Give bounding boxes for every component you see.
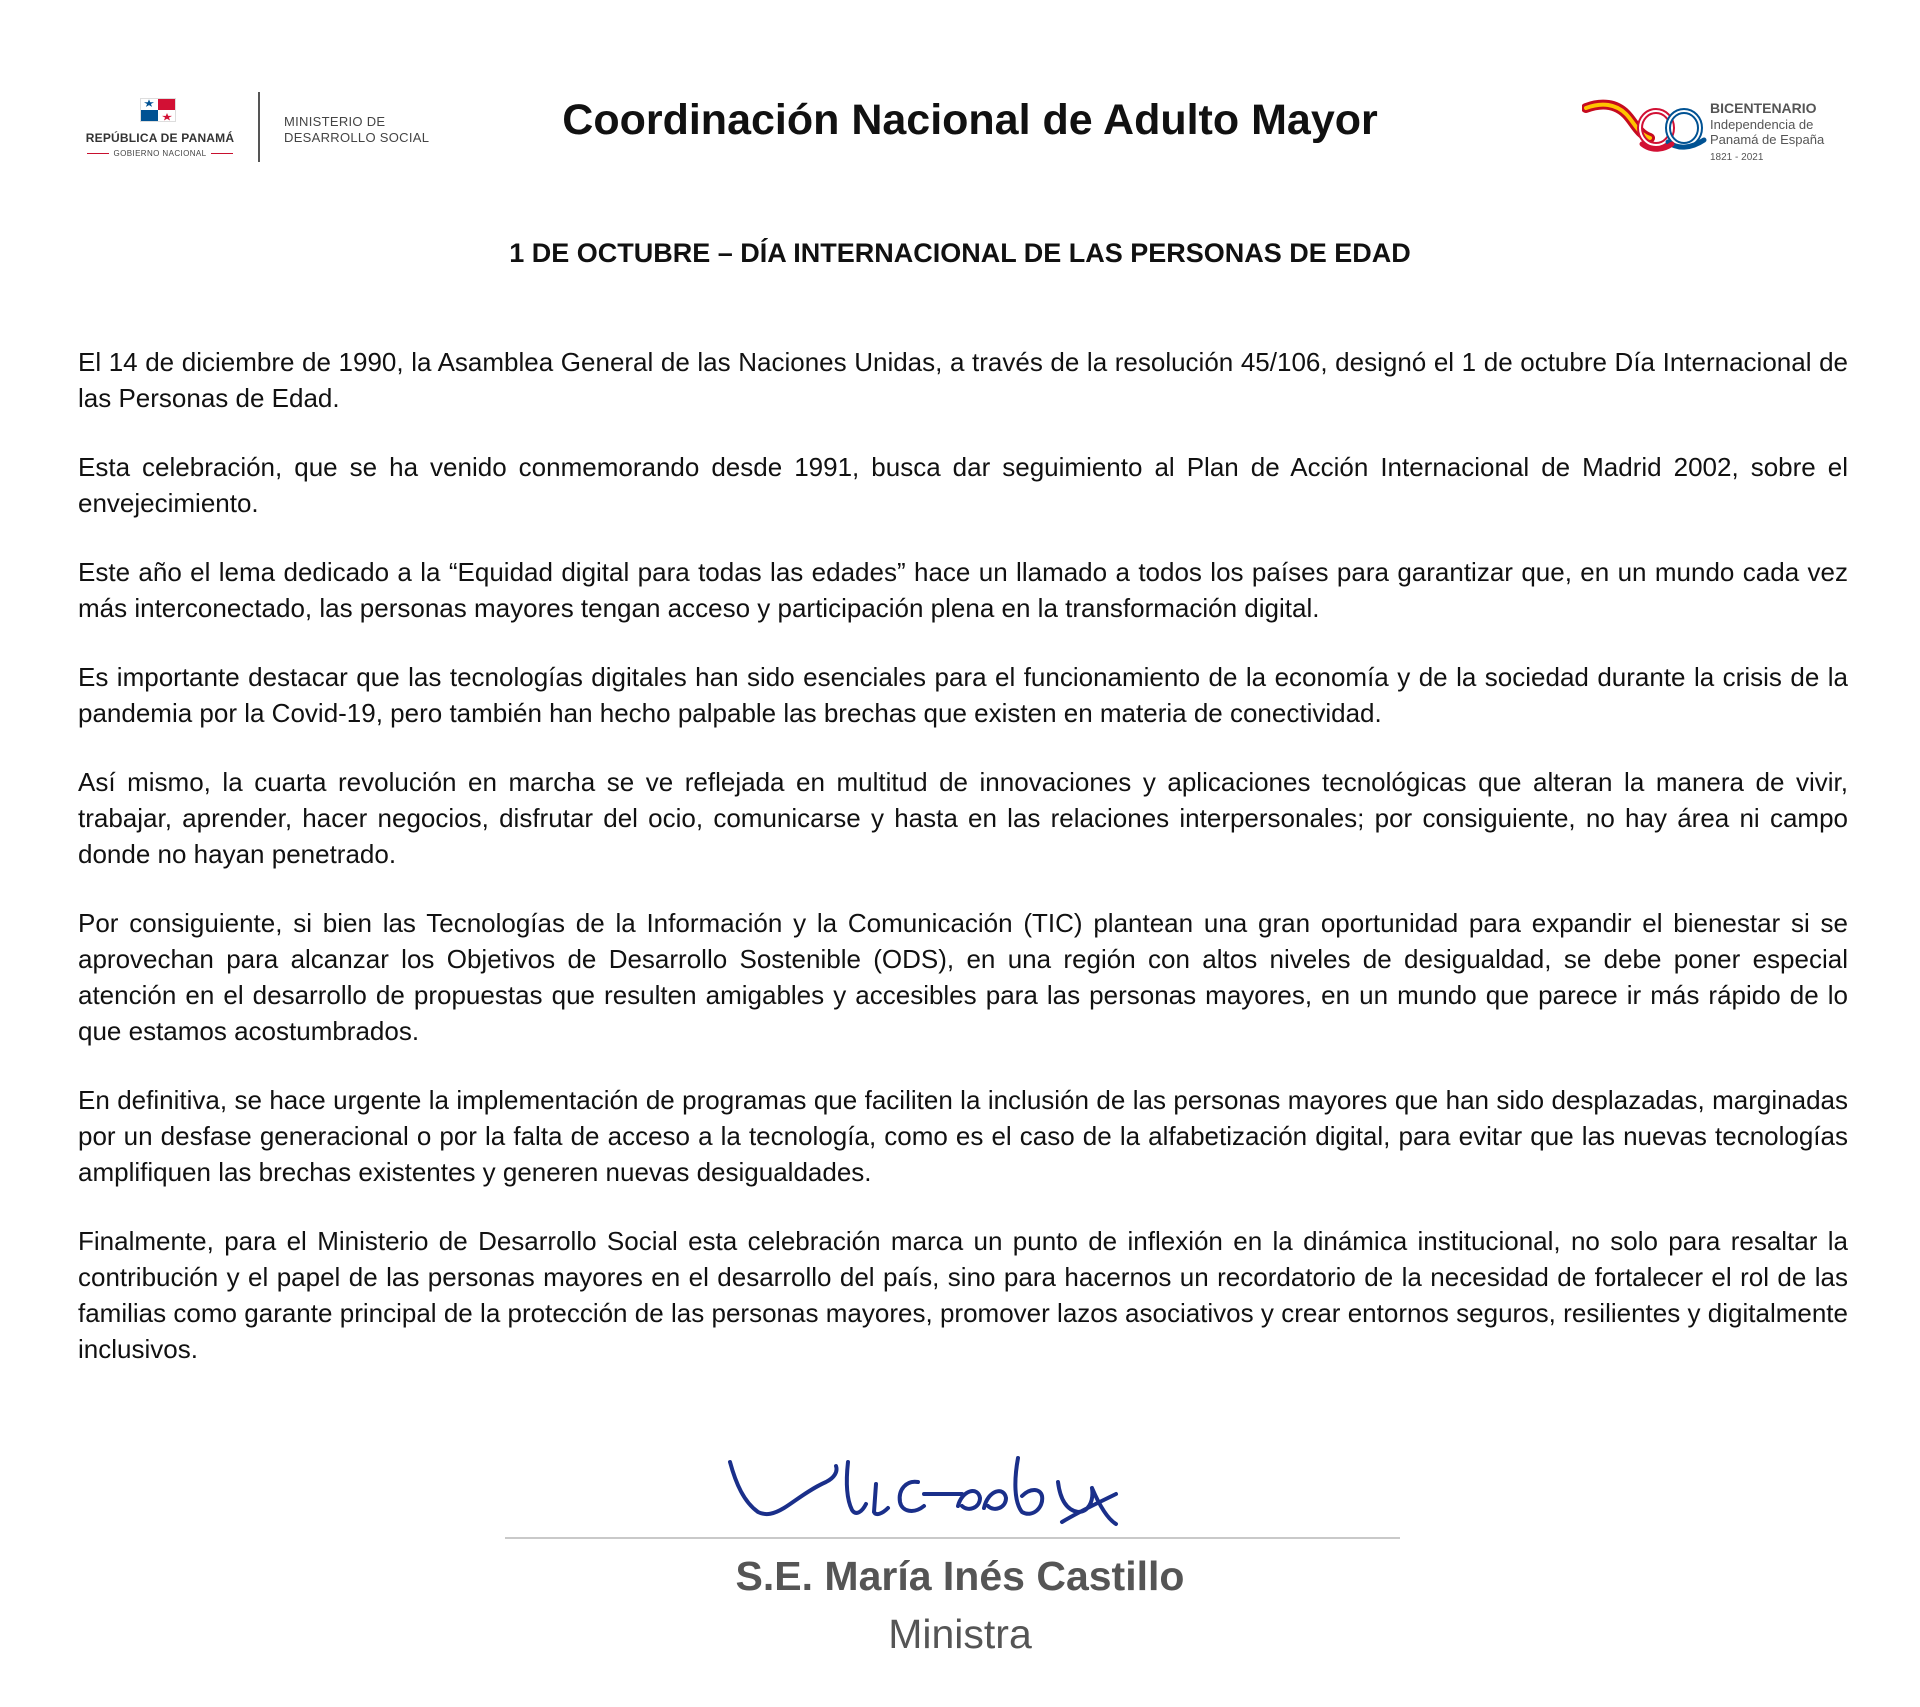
bicentenario-years: 1821 - 2021 [1710,152,1764,163]
paragraph: Este año el lema dedicado a la “Equidad digital para todas las edades” hace un llamado a todos los países para garantizar que, en un mundo cada vez más interconectado, las personas mayores tengan acceso y participación plena en la transformación digital. [78,557,1848,623]
ministry-line2: DESARROLLO SOCIAL [284,130,430,145]
ministry-logo [284,114,464,146]
document-body [78,344,1848,1400]
bicentenario-title: BICENTENARIO [1710,100,1817,116]
signer-role: Ministra [888,1611,1032,1657]
letterhead [0,0,1920,200]
bicentenario-ribbon-icon [1582,98,1710,158]
government-logo [78,98,242,160]
signer-name: S.E. María Inés Castillo [735,1553,1185,1599]
ministry-line1: MINISTERIO DE [284,114,386,129]
document-heading: 1 DE OCTUBRE – DÍA INTERNACIONAL DE LAS PERSONAS DE EDAD [509,238,1411,268]
handwritten-signature [722,1432,1192,1532]
gov-country-label: REPÚBLICA DE PANAMÁ [85,131,235,145]
paragraph: El 14 de diciembre de 1990, la Asamblea General de las Naciones Unidas, a través de la resolución 45/106, designó el 1 de octubre Día Internacional de las Personas de Edad. [78,347,1848,413]
panama-flag-icon [140,98,176,122]
paragraph: Finalmente, para el Ministerio de Desarrollo Social esta celebración marca un punto de inflexión en la dinámica institucional, no solo para resaltar la contribución y el papel de las personas mayores en el desarrollo del país, sino para hacernos un recordatorio de la necesidad de fortalecer el rol de las familias como garante principal de la protección de las personas mayores, promover lazos asociativos y crear entornos seguros, resilientes y digitalmente inclusivos. [78,1226,1848,1364]
bicentenario-logo [1582,96,1862,168]
paragraph: Es importante destacar que las tecnologías digitales han sido esenciales para el funcionamiento de la economía y de la sociedad durante la crisis de la pandemia por la Covid-19, pero también han hecho palpable las brechas que existen en materia de conectividad. [78,662,1848,728]
header-divider [258,92,260,162]
paragraph: Esta celebración, que se ha venido conmemorando desde 1991, busca dar seguimiento al Plan de Acción Internacional de Madrid 2002, sobre el envejecimiento. [78,452,1848,518]
bicentenario-line1: Independencia de [1710,117,1814,132]
signature-line [505,1537,1400,1539]
paragraph: En definitiva, se hace urgente la implementación de programas que faciliten la inclusión de las personas mayores que han sido desplazadas, marginadas por un desfase generacional o por la falta de acceso a la tecnología, como es el caso de la alfabetización digital, para evitar que las nuevas tecnologías amplifiquen las brechas existentes y generen nuevas desigualdades. [78,1085,1848,1187]
paragraph: Así mismo, la cuarta revolución en marcha se ve reflejada en multitud de innovaciones y aplicaciones tecnológicas que alteran la manera de vivir, trabajar, aprender, hacer negocios, disfrutar del ocio, comunicarse y hasta en las relaciones interpersonales; por consiguiente, no hay área ni campo donde no hayan penetrado. [78,767,1848,869]
bicentenario-line2: Panamá de España [1710,132,1825,147]
gov-government-label: GOBIERNO NACIONAL [78,149,242,158]
page-title: Coordinación Nacional de Adulto Mayor [562,96,1378,144]
bicentenario-subtitle [1710,117,1824,147]
paragraph: Por consiguiente, si bien las Tecnologías de la Información y la Comunicación (TIC) plantean una gran oportunidad para expandir el bienestar si se aprovechan para alcanzar los Objetivos de Desarrollo Sostenible (ODS), en una región con altos niveles de desigualdad, se debe poner especial atención en el desarrollo de propuestas que resulten amigables y accesibles para las personas mayores, en un mundo que parece ir más rápido de lo que estamos acostumbrados. [78,908,1848,1046]
